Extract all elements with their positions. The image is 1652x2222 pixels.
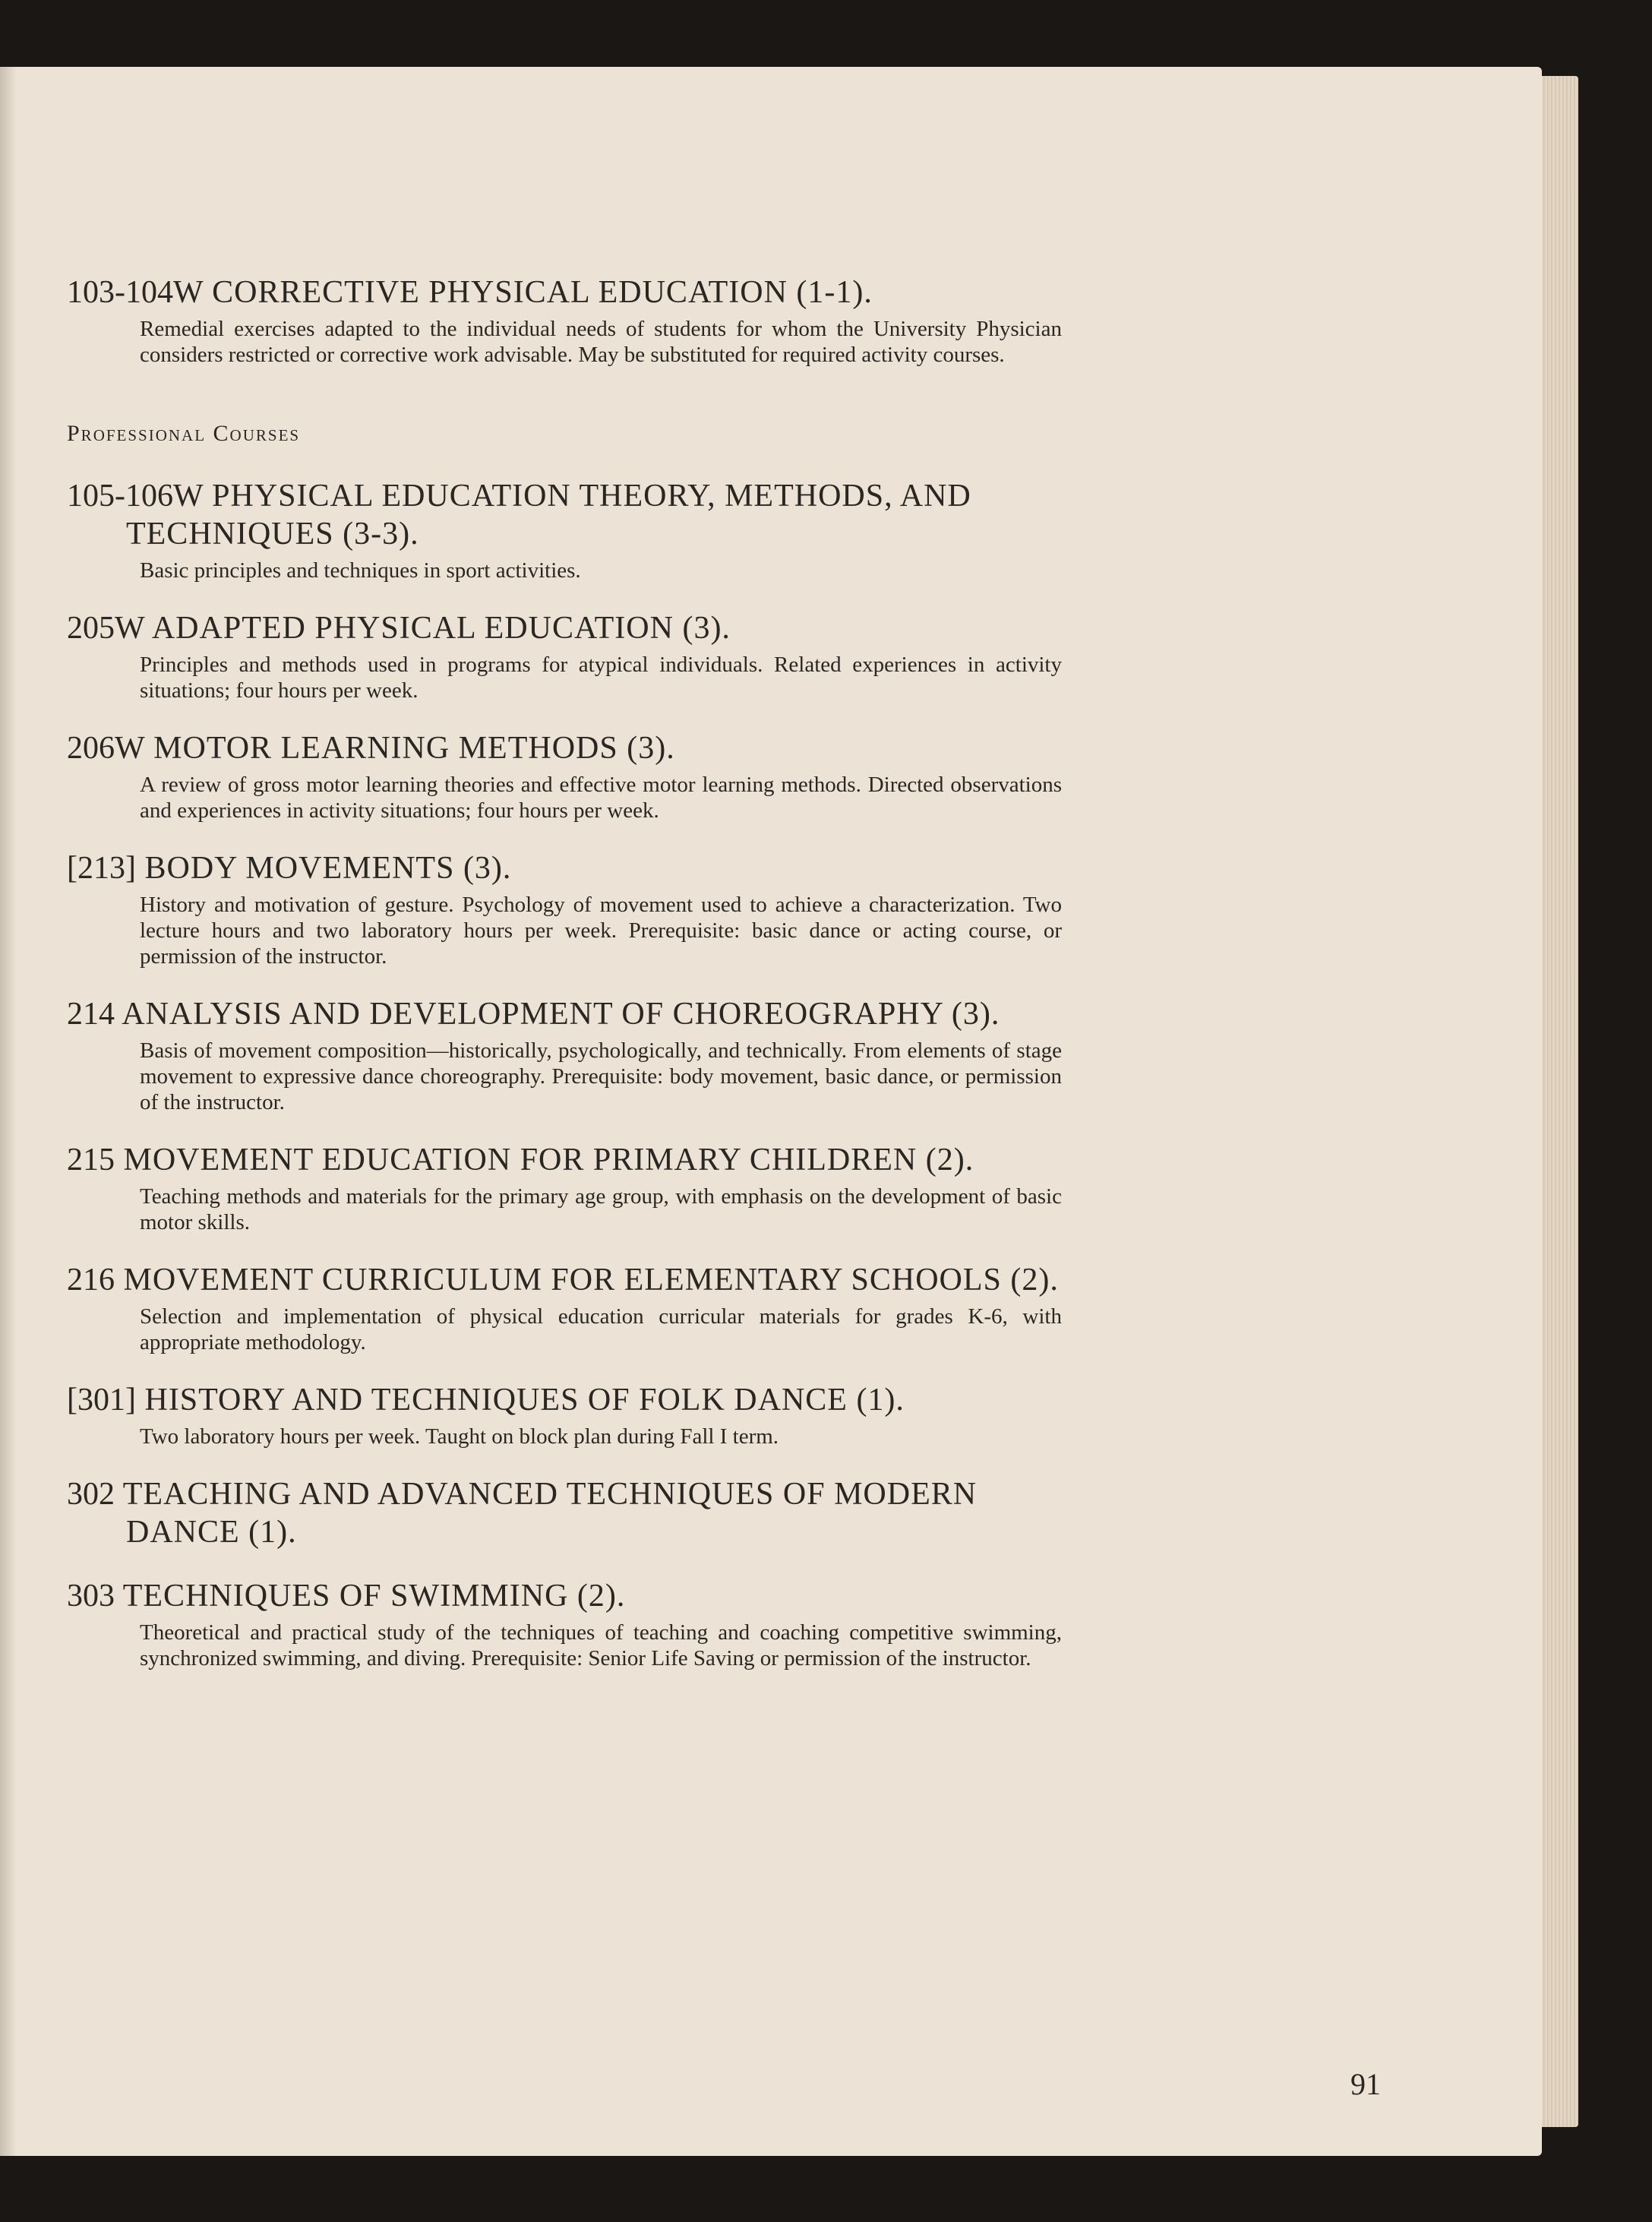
course-entry-206w <box>67 729 1062 823</box>
course-title: TECHNIQUES OF SWIMMING (2). <box>122 1579 626 1614</box>
course-title: ANALYSIS AND DEVELOPMENT OF CHOREOGRAPHY (3). <box>122 997 1000 1032</box>
course-number: 215 <box>67 1143 115 1177</box>
course-number: [213] <box>67 851 136 886</box>
course-title: MOTOR LEARNING METHODS (3). <box>153 731 675 766</box>
course-title: CORRECTIVE PHYSICAL EDUCATION (1-1). <box>212 275 873 310</box>
course-entry-213 <box>67 849 1062 969</box>
page-number: 91 <box>1350 2067 1381 2101</box>
course-number: 103-104W <box>67 275 204 310</box>
course-entry-105-106w <box>67 477 1062 583</box>
course-entry-303 <box>67 1577 1062 1671</box>
course-description: Theoretical and practical study of the techniques of teaching and coaching competitive swimming, synchronized swimming, and diving. Prerequisite: Senior Life Saving or permission of the instructor. <box>140 1620 1062 1670</box>
course-entry-215 <box>67 1141 1062 1235</box>
course-number: 205W <box>67 611 145 646</box>
course-number: 214 <box>67 997 115 1032</box>
course-number: 302 <box>67 1477 115 1512</box>
course-number: [301] <box>67 1383 136 1418</box>
course-title: TEACHING AND ADVANCED TECHNIQUES OF MODERN DANCE (1). <box>122 1477 978 1550</box>
course-description: Remedial exercises adapted to the individual needs of students for whom the University Physician considers restricted or corrective work advisable. May be substituted for required activity courses. <box>140 317 1062 367</box>
course-title: MOVEMENT EDUCATION FOR PRIMARY CHILDREN (2). <box>123 1143 974 1177</box>
course-number: 206W <box>67 731 145 766</box>
course-entry-302 <box>67 1475 1062 1551</box>
book-page <box>0 67 1542 2156</box>
course-entry-103-104w <box>67 273 1062 368</box>
course-listing <box>67 273 1062 1697</box>
course-description: Basic principles and techniques in sport activities. <box>140 558 581 583</box>
course-entry-301 <box>67 1381 1062 1449</box>
course-description: Selection and implementation of physical education curricular materials for grades K-6, with appropriate methodology. <box>140 1304 1062 1354</box>
course-entry-216 <box>67 1261 1062 1355</box>
course-entry-205w <box>67 609 1062 703</box>
course-title: BODY MOVEMENTS (3). <box>144 851 512 886</box>
course-description: Teaching methods and materials for the primary age group, with emphasis on the development of basic motor skills. <box>140 1184 1062 1234</box>
course-number: 216 <box>67 1263 115 1297</box>
course-description: Principles and methods used in programs for atypical individuals. Related experiences in activity situations; four hours per week. <box>140 653 1062 703</box>
course-description: History and motivation of gesture. Psychology of movement used to achieve a characterization. Two lecture hours and two laboratory hours per week. Prerequisite: basic dance or acting course, or permission of the instructor. <box>140 893 1062 969</box>
course-description: A review of gross motor learning theories and effective motor learning methods. Directed observations and experiences in activity situations; four hours per week. <box>140 773 1062 823</box>
course-title: PHYSICAL EDUCATION THEORY, METHODS, AND TECHNIQUES (3-3). <box>126 479 971 552</box>
course-title: MOVEMENT CURRICULUM FOR ELEMENTARY SCHOOLS (2). <box>123 1263 1059 1297</box>
course-number: 105-106W <box>67 479 204 514</box>
course-number: 303 <box>67 1579 115 1614</box>
section-heading: Professional Courses <box>67 421 301 446</box>
course-description: Basis of movement composition—historically, psychologically, and technically. From elements of stage movement to expressive dance choreography. Prerequisite: body movement, basic dance, or permission of the instructor. <box>140 1038 1062 1114</box>
page-gutter <box>0 67 17 2156</box>
course-title: ADAPTED PHYSICAL EDUCATION (3). <box>151 611 731 646</box>
course-description: Two laboratory hours per week. Taught on block plan during Fall I term. <box>140 1424 779 1449</box>
course-entry-214 <box>67 995 1062 1115</box>
course-title: HISTORY AND TECHNIQUES OF FOLK DANCE (1). <box>144 1383 905 1418</box>
